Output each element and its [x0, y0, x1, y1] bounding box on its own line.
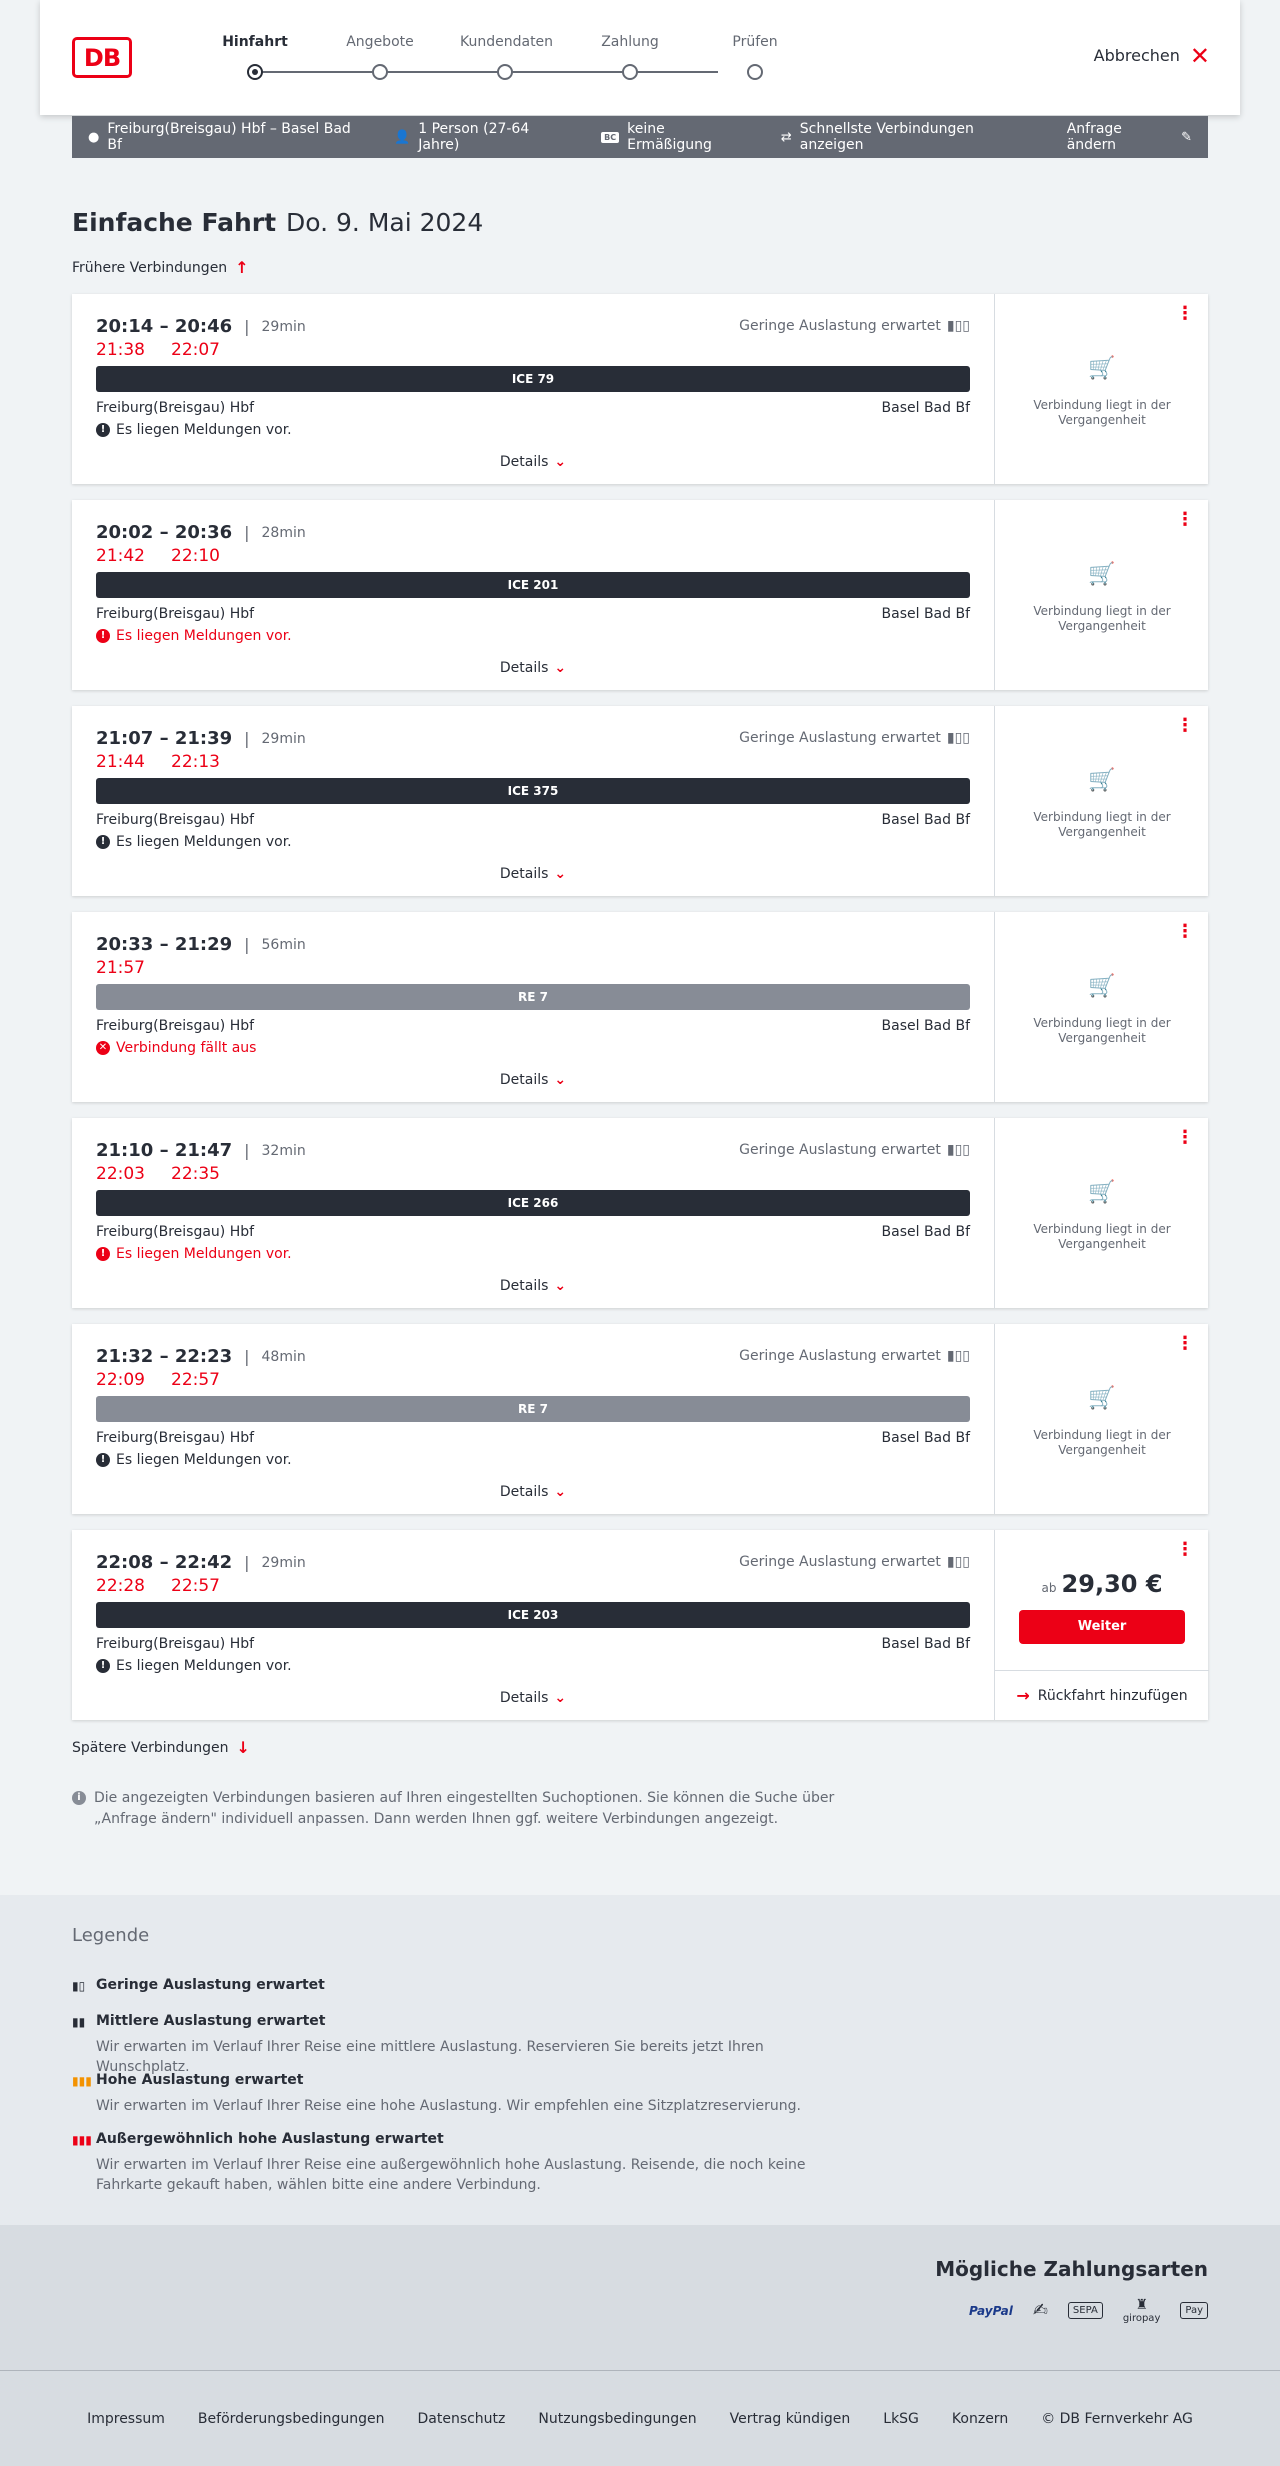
load-indicator [739, 730, 970, 746]
more-options-icon[interactable]: ⋮ [1176, 1127, 1194, 1148]
chevron-down-icon: ⌄ [554, 866, 567, 882]
legend-item [72, 2131, 852, 2195]
legend-item-title [72, 2013, 852, 2029]
separator: | [244, 935, 250, 954]
footer-link-impressum[interactable]: Impressum [87, 2410, 165, 2427]
step-dot [372, 64, 388, 80]
destination-station: Basel Bad Bf [881, 812, 970, 828]
payment-icons [969, 2297, 1208, 2324]
past-connection-text: Verbindung liegt in der Vergangenheit [1033, 1016, 1171, 1045]
notice-text: Verbindung fällt aus [116, 1040, 257, 1056]
chevron-down-icon: ⌄ [554, 454, 567, 470]
destination-station: Basel Bad Bf [881, 1430, 970, 1446]
footer [0, 2370, 1280, 2466]
origin-station: Freiburg(Breisgau) Hbf [96, 1430, 255, 1446]
notice-text: Es liegen Meldungen vor. [116, 834, 292, 850]
origin-station: Freiburg(Breisgau) Hbf [96, 1224, 255, 1240]
info-icon: i [72, 1791, 86, 1805]
step-dot [622, 64, 638, 80]
duration: 48min [261, 1348, 306, 1365]
connection-info [72, 500, 994, 690]
realtime [96, 340, 220, 360]
shopping-cart-icon: 🛒 [1088, 1386, 1116, 1411]
giropay-icon [1123, 2297, 1161, 2324]
price [995, 1570, 1209, 1598]
destination-station: Basel Bad Bf [881, 606, 970, 622]
close-icon: ✕ [1189, 41, 1210, 70]
discount-info [601, 121, 751, 153]
notice [96, 628, 292, 644]
train-bar[interactable]: RE 7 [96, 1396, 970, 1422]
notice-text: Es liegen Meldungen vor. [116, 1452, 292, 1468]
past-connection-text: Verbindung liegt in der Vergangenheit [1033, 810, 1171, 839]
realtime [96, 1576, 220, 1596]
train-bar[interactable]: ICE 203 [96, 1602, 970, 1628]
legend-item [72, 2072, 852, 2116]
connection-info [72, 1324, 994, 1514]
connection-time [96, 1140, 306, 1161]
chevron-down-icon: ⌄ [554, 1690, 567, 1706]
time-range: 21:32 – 22:23 [96, 1346, 233, 1367]
payment-title: Mögliche Zahlungsarten [935, 2257, 1208, 2281]
legend-item-title [72, 2072, 852, 2088]
shopping-cart-icon: 🛒 [1088, 356, 1116, 381]
time-range: 22:08 – 22:42 [96, 1552, 233, 1573]
separator: | [244, 523, 250, 542]
payment-methods [0, 2225, 1280, 2370]
fastest-text: Schnellste Verbindungen anzeigen [799, 121, 974, 153]
edit-search-label: Anfrage ändern [1066, 121, 1122, 153]
progress-line [250, 71, 718, 73]
arrow-right-icon: → [1016, 1686, 1030, 1705]
step-dot [247, 64, 263, 80]
separator: | [244, 1141, 250, 1160]
exceptional-load-icon: ▮▮▮ [72, 2133, 92, 2147]
past-connection-text: Verbindung liegt in der Vergangenheit [1033, 604, 1171, 633]
price-value: 29,30 € [1061, 1570, 1163, 1598]
arrow-down-icon: ↓ [236, 1738, 250, 1757]
realtime-departure: 21:38 [96, 340, 145, 360]
step-kundendaten [460, 34, 554, 54]
more-options-icon[interactable]: ⋮ [1176, 509, 1194, 530]
connection-info [72, 294, 994, 484]
legend-desc: Wir erwarten im Verlauf Ihrer Reise eine mittlere Auslastung. Reservieren Sie bereits jetzt Ihren Wunschplatz. [96, 2039, 764, 2075]
duration: 32min [261, 1142, 306, 1159]
giropay-label: giropay [1122, 2313, 1161, 2324]
connection-info [72, 912, 994, 1102]
notice [96, 1040, 256, 1056]
apple-pay-label: Pay [1185, 2305, 1203, 2316]
legend-item-title [72, 1977, 852, 1993]
later-label: Spätere Verbindungen [72, 1739, 229, 1756]
duration: 29min [261, 1554, 306, 1571]
alert-icon: ! [96, 835, 110, 849]
alert-icon: ! [96, 1453, 110, 1467]
add-return-label: Rückfahrt hinzufügen [1037, 1687, 1188, 1704]
price-prefix: ab [1041, 1581, 1057, 1595]
footer-link-befoerderungsbedingungen[interactable]: Beförderungsbedingungen [197, 2410, 385, 2427]
footer-link-lksg[interactable]: LkSG [883, 2410, 919, 2427]
realtime-departure: 22:09 [96, 1370, 145, 1390]
info-text: Die angezeigten Verbindungen basieren auf Ihren eingestellten Suchoptionen. Sie können die Suche über „Anfrage ändern" individuell anpassen. Dann werden Ihnen ggf. weitere Verbindungen angezeigt. [94, 1790, 835, 1827]
offer-panel [994, 912, 1208, 1102]
details-button[interactable] [72, 1690, 994, 1706]
trip-date: Do. 9. Mai 2024 [286, 208, 484, 237]
realtime-arrival: 22:57 [171, 1370, 220, 1390]
realtime-departure: 21:42 [96, 546, 145, 566]
continue-button[interactable]: Weiter [1019, 1610, 1185, 1644]
apple-pay-icon [1180, 2302, 1208, 2319]
legend [0, 1895, 1280, 2225]
chevron-down-icon: ⌄ [554, 1484, 567, 1500]
connection-info [72, 1118, 994, 1308]
offer-panel [994, 1530, 1208, 1720]
low-load-icon: ▮▯▯ [946, 1142, 970, 1158]
offer-panel [994, 294, 1208, 484]
earlier-connections-button[interactable] [72, 258, 249, 277]
cancel-button[interactable] [1093, 41, 1210, 70]
connection-time [96, 316, 306, 337]
notice [96, 1658, 292, 1674]
connection-card [72, 1530, 1208, 1720]
sepa-icon: SEPA [1068, 2302, 1103, 2319]
duration: 56min [261, 936, 306, 953]
notice-text: Es liegen Meldungen vor. [116, 1658, 292, 1674]
earlier-label: Frühere Verbindungen [72, 259, 228, 276]
more-options-icon[interactable]: ⋮ [1176, 1539, 1194, 1560]
step-angebote [335, 34, 425, 54]
discount-text: keine Ermäßigung [627, 121, 712, 153]
details-button[interactable] [72, 1484, 994, 1500]
duration: 29min [261, 730, 306, 747]
step-label: Prüfen [732, 34, 778, 50]
location-pin-icon: ● [88, 129, 100, 145]
origin-station: Freiburg(Breisgau) Hbf [96, 400, 255, 416]
legend-desc: Wir erwarten im Verlauf Ihrer Reise eine hohe Auslastung. Wir empfehlen eine Sitzplatzreservierung. [96, 2098, 801, 2114]
realtime [96, 546, 220, 566]
pencil-icon: ✎ [1181, 129, 1192, 145]
alert-icon: ! [96, 423, 110, 437]
bahncard-icon: BC [601, 132, 619, 143]
origin-station: Freiburg(Breisgau) Hbf [96, 1636, 255, 1652]
load-indicator [739, 1142, 970, 1158]
page-title [72, 208, 483, 237]
load-indicator [739, 1554, 970, 1570]
past-connection-text: Verbindung liegt in der Vergangenheit [1033, 398, 1171, 427]
footer-link-nutzungsbedingungen[interactable]: Nutzungsbedingungen [538, 2410, 697, 2427]
connection-time [96, 934, 306, 955]
details-button[interactable] [72, 1072, 994, 1088]
search-summary-bar [72, 116, 1208, 158]
details-label: Details [499, 866, 549, 882]
connection-card [72, 912, 1208, 1102]
step-label: Zahlung [601, 34, 659, 50]
footer-link-konzern[interactable]: Konzern [951, 2410, 1009, 2427]
credit-card-icon: ✍ [1032, 2300, 1048, 2321]
offer-panel [994, 706, 1208, 896]
add-return-button[interactable] [995, 1670, 1209, 1720]
connection-info [72, 706, 994, 896]
destination-station: Basel Bad Bf [881, 1018, 970, 1034]
details-label: Details [499, 1278, 549, 1294]
legend-title-text: Außergewöhnlich hohe Auslastung erwartet [96, 2131, 444, 2147]
connection-info [72, 1530, 994, 1720]
connection-time [96, 522, 306, 543]
time-range: 20:14 – 20:46 [96, 316, 233, 337]
load-indicator [739, 1348, 970, 1364]
step-label: Kundendaten [460, 34, 554, 50]
shopping-cart-icon: 🛒 [1088, 562, 1116, 587]
separator: | [244, 1553, 250, 1572]
connection-time [96, 1346, 306, 1367]
alert-icon: ! [96, 629, 110, 643]
edit-search-button[interactable] [1067, 121, 1192, 153]
details-label: Details [499, 1484, 549, 1500]
step-pruefen [710, 34, 800, 54]
step-dot [747, 64, 763, 80]
info-note [72, 1788, 852, 1830]
connection-time [96, 1552, 306, 1573]
cancelled-icon: ✕ [96, 1041, 110, 1055]
medium-load-icon: ▮▮ [72, 2015, 86, 2029]
offer-panel [994, 1118, 1208, 1308]
train-bar[interactable]: ICE 266 [96, 1190, 970, 1216]
details-label: Details [499, 454, 549, 470]
realtime [96, 1164, 220, 1184]
realtime [96, 752, 220, 772]
details-button[interactable] [72, 1278, 994, 1294]
duration: 28min [261, 524, 306, 541]
step-dot [497, 64, 513, 80]
notice-text: Es liegen Meldungen vor. [116, 1246, 292, 1262]
more-options-icon[interactable]: ⋮ [1176, 1333, 1194, 1354]
giropay-symbol: ♜ [1135, 2297, 1148, 2313]
realtime-departure: 22:28 [96, 1576, 145, 1596]
legend-title-text: Mittlere Auslastung erwartet [96, 2013, 326, 2029]
legend-title-text: Hohe Auslastung erwartet [96, 2072, 304, 2088]
trip-kind: Einfache Fahrt [72, 208, 277, 237]
connection-card [72, 1118, 1208, 1308]
fastest-info [781, 121, 1037, 153]
load-text: Geringe Auslastung erwartet [739, 1554, 941, 1570]
route-text: Freiburg(Breisgau) Hbf – Basel Bad Bf [107, 121, 351, 153]
low-load-icon: ▮▯▯ [946, 318, 970, 334]
low-load-icon: ▮▯▯ [946, 730, 970, 746]
chevron-down-icon: ⌄ [554, 1278, 567, 1294]
chevron-down-icon: ⌄ [554, 660, 567, 676]
legend-desc: Wir erwarten im Verlauf Ihrer Reise eine außergewöhnlich hohe Auslastung. Reisende, die noch keine Fahrkarte gekauft haben, wählen bitte eine andere Verbindung. [96, 2157, 806, 2193]
origin-station: Freiburg(Breisgau) Hbf [96, 606, 255, 622]
realtime-arrival: 22:07 [171, 340, 220, 360]
duration: 29min [261, 318, 306, 335]
notice-text: Es liegen Meldungen vor. [116, 628, 292, 644]
header [40, 0, 1240, 115]
separator: | [244, 317, 250, 336]
offer-panel [994, 1324, 1208, 1514]
legend-title: Legende [72, 1925, 150, 1946]
time-range: 21:10 – 21:47 [96, 1140, 233, 1161]
arrow-up-icon: ↑ [235, 258, 249, 277]
high-load-icon: ▮▮▮ [72, 2074, 92, 2088]
realtime-departure: 21:44 [96, 752, 145, 772]
notice [96, 834, 292, 850]
realtime-arrival: 22:13 [171, 752, 220, 772]
origin-station: Freiburg(Breisgau) Hbf [96, 812, 255, 828]
details-label: Details [499, 1690, 549, 1706]
train-bar[interactable]: ICE 79 [96, 366, 970, 392]
shopping-cart-icon: 🛒 [1088, 1180, 1116, 1205]
realtime [96, 958, 145, 978]
more-options-icon[interactable]: ⋮ [1176, 303, 1194, 324]
realtime-arrival: 22:35 [171, 1164, 220, 1184]
realtime [96, 1370, 220, 1390]
footer-link-datenschutz[interactable]: Datenschutz [417, 2410, 506, 2427]
train-bar[interactable]: RE 7 [96, 984, 970, 1010]
alert-icon: ! [96, 1247, 110, 1261]
notice-text: Es liegen Meldungen vor. [116, 422, 292, 438]
legend-item [72, 1977, 852, 1993]
details-button[interactable] [72, 454, 994, 470]
cancel-label: Abbrechen [1093, 46, 1180, 65]
more-options-icon[interactable]: ⋮ [1176, 715, 1194, 736]
step-hinfahrt [210, 34, 300, 54]
destination-station: Basel Bad Bf [881, 1224, 970, 1240]
notice [96, 1452, 292, 1468]
shopping-cart-icon: 🛒 [1088, 974, 1116, 999]
separator: | [244, 1347, 250, 1366]
legend-item-title [72, 2131, 852, 2147]
travellers-info [394, 121, 571, 153]
details-button[interactable] [72, 866, 994, 882]
destination-station: Basel Bad Bf [881, 1636, 970, 1652]
past-connection-text: Verbindung liegt in der Vergangenheit [1033, 1222, 1171, 1251]
footer-link-vertrag-kuendigen[interactable]: Vertrag kündigen [729, 2410, 851, 2427]
past-connection-text: Verbindung liegt in der Vergangenheit [1033, 1428, 1171, 1457]
legend-title-text: Geringe Auslastung erwartet [96, 1977, 325, 1993]
shopping-cart-icon: 🛒 [1088, 768, 1116, 793]
notice [96, 422, 292, 438]
low-load-icon: ▮▯ [72, 1979, 86, 1993]
notice [96, 1246, 292, 1262]
low-load-icon: ▮▯▯ [946, 1348, 970, 1364]
route-info [88, 121, 364, 153]
travellers-text: 1 Person (27-64 Jahre) [418, 121, 530, 153]
db-logo[interactable]: DB [72, 37, 132, 78]
time-range: 20:02 – 20:36 [96, 522, 233, 543]
train-bar[interactable]: ICE 201 [96, 572, 970, 598]
step-zahlung [585, 34, 675, 54]
realtime-departure: 22:03 [96, 1164, 145, 1184]
person-icon: 👤 [394, 129, 411, 145]
connection-time [96, 728, 306, 749]
step-label: Angebote [346, 34, 414, 50]
low-load-icon: ▮▯▯ [946, 1554, 970, 1570]
legend-item [72, 2013, 852, 2077]
more-options-icon[interactable]: ⋮ [1176, 921, 1194, 942]
details-label: Details [499, 1072, 549, 1088]
step-label: Hinfahrt [222, 34, 288, 50]
load-text: Geringe Auslastung erwartet [739, 730, 941, 746]
offer-panel [994, 500, 1208, 690]
realtime-arrival: 22:57 [171, 1576, 220, 1596]
paypal-icon: PayPal [969, 2303, 1013, 2318]
connection-card [72, 706, 1208, 896]
separator: | [244, 729, 250, 748]
connection-card [72, 294, 1208, 484]
alert-icon: ! [96, 1659, 110, 1673]
time-range: 20:33 – 21:29 [96, 934, 233, 955]
details-button[interactable] [72, 660, 994, 676]
load-indicator [739, 318, 970, 334]
connection-card [72, 500, 1208, 690]
load-text: Geringe Auslastung erwartet [739, 318, 941, 334]
load-text: Geringe Auslastung erwartet [739, 1142, 941, 1158]
train-bar[interactable]: ICE 375 [96, 778, 970, 804]
progress-steps [210, 34, 778, 84]
chevron-down-icon: ⌄ [554, 1072, 567, 1088]
realtime-arrival: 22:10 [171, 546, 220, 566]
time-range: 21:07 – 21:39 [96, 728, 233, 749]
details-label: Details [499, 660, 549, 676]
footer-copyright: © DB Fernverkehr AG [1041, 2410, 1193, 2427]
realtime-departure: 21:57 [96, 958, 145, 978]
origin-station: Freiburg(Breisgau) Hbf [96, 1018, 255, 1034]
load-text: Geringe Auslastung erwartet [739, 1348, 941, 1364]
swap-icon: ⇄ [780, 129, 792, 145]
later-connections-button[interactable] [72, 1738, 250, 1757]
connection-card [72, 1324, 1208, 1514]
destination-station: Basel Bad Bf [881, 400, 970, 416]
